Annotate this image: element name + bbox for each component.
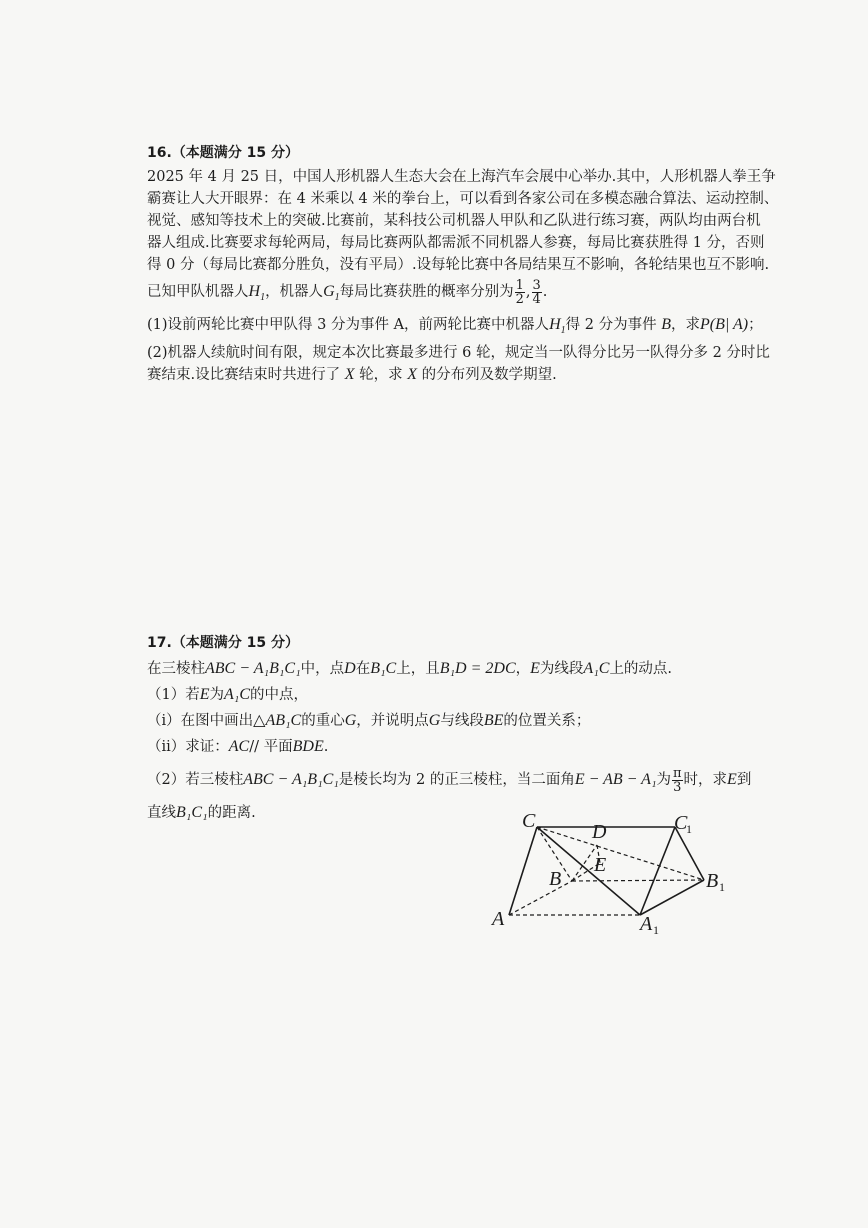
- svg-text:1: 1: [719, 880, 725, 894]
- robot-h1: $H_1$: [248, 283, 266, 304]
- question-16: [147, 142, 792, 386]
- q16-line-6: 已知甲队机器人$H_1$，机器人$G_1$每局比赛获胜的概率分别为 $\frac{1}{2}$ , $\frac{3}{4}$ .: [147, 277, 548, 307]
- fraction-three-quarters: $\frac{3}{4}$: [532, 277, 541, 307]
- fraction-pi-over-3: $\frac{\pi}{3}$: [673, 765, 682, 795]
- q16-part-2-line-2: 赛结束.设比赛结束时共进行了 X 轮，求 X 的分布列及数学期望.: [147, 366, 557, 384]
- label-c1: C: [674, 812, 688, 834]
- label-c: C: [522, 810, 536, 832]
- svg-text:1: 1: [686, 822, 692, 836]
- label-b: B: [549, 868, 562, 890]
- question-17-header: 17.（本题满分 15 分）: [147, 635, 300, 651]
- q17-line-2: （1）若E为A₁C的中点，: [147, 686, 309, 703]
- question-17: [147, 632, 792, 826]
- q16-part-1: (1)设前两轮比赛中甲队得 3 分为事件 A，前两轮比赛中机器人$H_1$得 2 分为事件 B，求P(B| A)；: [147, 316, 763, 337]
- label-d: D: [592, 821, 607, 843]
- label-b1: B: [706, 870, 719, 892]
- q16-line-1: 2025 年 4 月 25 日，中国人形机器人生态大会在上海汽车会展中心举办.其中，人形机器人拳王争: [147, 169, 776, 185]
- conditional-probability: P(B| A): [699, 316, 749, 334]
- q17-line-6: 直线B₁C₁的距离.: [147, 804, 256, 821]
- q16-line-2: 霸赛让人大开眼界：在 4 米乘以 4 米的拳台上，可以看到各家公司在多模态融合算法、运动控制、: [147, 191, 779, 207]
- fraction-one-half: $\frac{1}{2}$: [515, 277, 524, 307]
- svg-text:1: 1: [653, 923, 659, 937]
- q17-line-3: （i）在图中画出△AB₁C的重心G，并说明点G与线段BE的位置关系；: [147, 712, 591, 729]
- q17-line-5: （2）若三棱柱ABC − A₁B₁C₁是棱长均为 2 的正三棱柱，当二面角E − AB − A₁为 $\frac{\pi}{3}$ 时，求E到: [147, 765, 752, 795]
- edge-b-b1-hidden: [572, 880, 704, 881]
- q16-line-3: 视觉、感知等技术上的突破.比赛前，某科技公司机器人甲队和乙队进行练习赛，两队均由两台机: [147, 213, 761, 229]
- q17-line-1: 在三棱柱ABC − A₁B₁C₁中，点D在B₁C上，且B₁D = 2DC，E为线段A₁C上的动点.: [147, 660, 673, 677]
- question-16-header: 16.（本题满分 15 分）: [147, 145, 300, 161]
- edge-c-a: [509, 827, 537, 915]
- label-e: E: [594, 854, 607, 876]
- label-a1: A: [640, 913, 653, 935]
- prism-figure: [490, 805, 735, 940]
- robot-g1: $G_1$: [323, 283, 340, 304]
- q16-part-2-line-1: (2)机器人续航时间有限，规定本次比赛最多进行 6 轮，规定当一队得分比另一队得分多 2 分时比: [147, 345, 770, 362]
- label-a: A: [492, 908, 505, 930]
- edge-b1-a1: [640, 880, 704, 915]
- q16-line-4: 器人组成.比赛要求每轮两局，每局比赛两队都需派不同机器人参赛，每局比赛获胜得 1 分，否则: [147, 235, 765, 251]
- q16-line-5: 得 0 分（每局比赛都分胜负，没有平局）.设每轮比赛中各局结果互不影响，各轮结果也互不影响.: [147, 257, 770, 273]
- edge-a1-c1: [640, 827, 675, 915]
- q17-line-4: （ii）求证：AC// 平面BDE.: [147, 738, 329, 755]
